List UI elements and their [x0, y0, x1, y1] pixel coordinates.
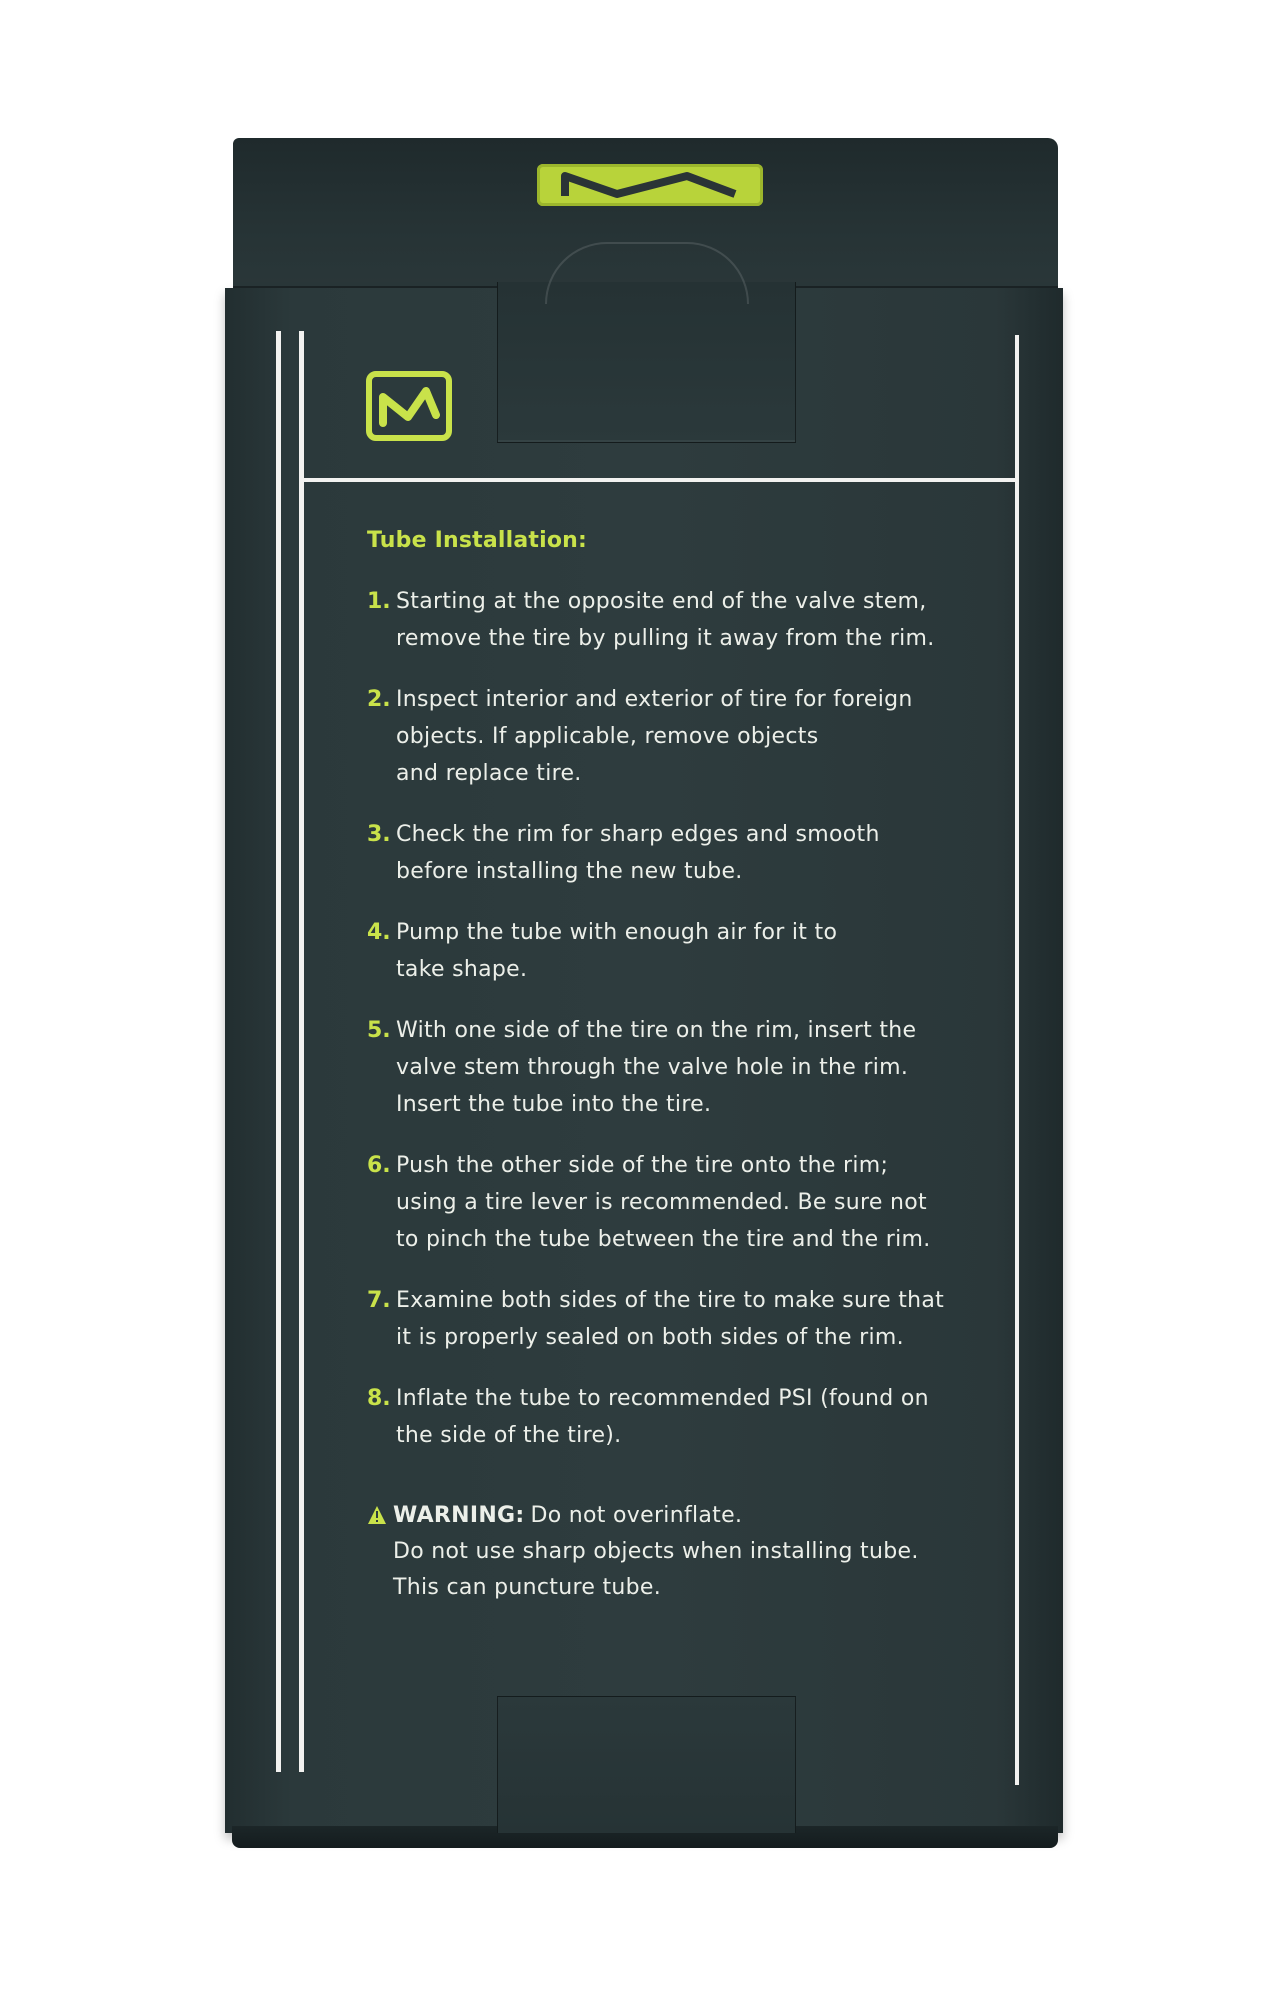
step-number: 5. — [367, 1018, 391, 1043]
step-number: 3. — [367, 822, 391, 847]
warning-triangle-icon — [367, 1498, 387, 1534]
steps-list — [367, 583, 1007, 1454]
step-number: 8. — [367, 1386, 391, 1411]
step-number: 6. — [367, 1153, 391, 1178]
border-line-right — [1015, 335, 1019, 1785]
bottom-tuck-tab — [497, 1696, 796, 1833]
instructions-title: Tube Installation: — [367, 528, 588, 553]
step-number: 4. — [367, 920, 391, 945]
step-item — [367, 1147, 1007, 1258]
step-item — [367, 1012, 1007, 1123]
lid-notch — [545, 242, 749, 304]
step-number: 2. — [367, 687, 391, 712]
step-item — [367, 1282, 1007, 1356]
step-text: Check the rim for sharp edges and smooth before installing the new tube. — [396, 822, 880, 884]
step-text: With one side of the tire on the rim, insert the valve stem through the valve hole in the rim. Insert the tube into the tire. — [396, 1018, 917, 1117]
step-number: 7. — [367, 1288, 391, 1313]
warning-first-line — [367, 1498, 1007, 1534]
step-text: Pump the tube with enough air for it to take shape. — [396, 920, 838, 982]
warning-block — [367, 1498, 1007, 1606]
step-item — [367, 583, 1007, 657]
top-tuck-tab — [497, 282, 796, 443]
step-item — [367, 914, 1007, 988]
step-text: Examine both sides of the tire to make sure that it is properly sealed on both sides of the rim. — [396, 1288, 945, 1350]
border-line-left-inner — [299, 331, 304, 1772]
lid-logo-icon — [537, 164, 763, 206]
border-line-header — [303, 478, 1019, 482]
step-text: Starting at the opposite end of the valve stem, remove the tire by pulling it away from the rim. — [396, 589, 935, 651]
step-item — [367, 1380, 1007, 1454]
step-text: Inflate the tube to recommended PSI (found on the side of the tire). — [396, 1386, 929, 1448]
step-item — [367, 816, 1007, 890]
border-line-left-outer — [276, 331, 281, 1772]
step-item — [367, 681, 1007, 792]
step-number: 1. — [367, 589, 391, 614]
warning-details: Do not use sharp objects when installing tube. This can puncture tube. — [393, 1539, 919, 1600]
step-text: Push the other side of the tire onto the rim; using a tire lever is recommended. Be sure not to pinch the tube between the tire and the rim. — [396, 1153, 931, 1252]
step-text: Inspect interior and exterior of tire for foreign objects. If applicable, remove objects and replace tire. — [396, 687, 913, 786]
n-logo-icon — [366, 371, 452, 441]
instructions-panel — [367, 528, 1007, 1606]
warning-label: WARNING: — [393, 1503, 525, 1528]
warning-text: Do not overinflate. — [530, 1503, 743, 1528]
